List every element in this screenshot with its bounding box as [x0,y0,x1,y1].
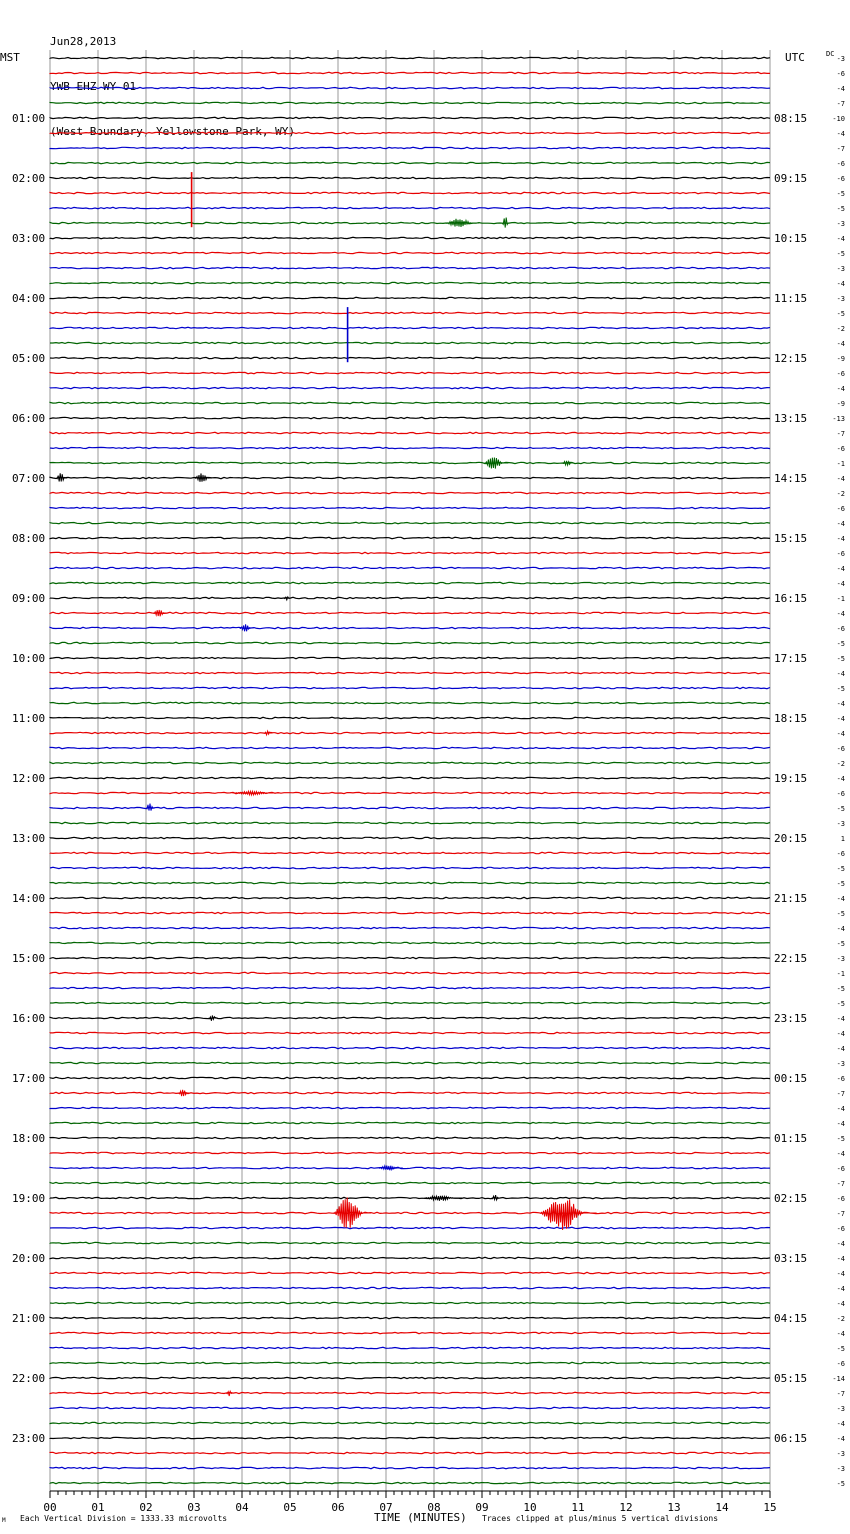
trace-line [50,717,770,718]
dc-offset-label: -7 [836,1180,845,1188]
x-tick-label: 06 [331,1501,345,1514]
trace-line [50,177,770,178]
trace-line [50,582,770,583]
dc-offset-label: -3 [836,295,845,303]
x-tick-label: 11 [571,1501,585,1514]
trace-line [50,1137,770,1138]
left-hour-label: 06:00 [12,412,46,425]
left-hour-label: 04:00 [12,292,46,305]
dc-offset-label: -5 [836,985,845,993]
station-label: YWB EHZ WY 01 [50,80,137,93]
dc-offset-label: -6 [836,445,845,453]
trace-line [50,702,770,703]
trace-line [50,1167,770,1168]
dc-offset-label: -6 [836,370,845,378]
right-hour-label: 11:15 [774,292,808,305]
x-tick-label: 14 [715,1501,729,1514]
dc-offset-label: -6 [836,790,845,798]
dc-offset-label: -3 [836,265,845,273]
right-hour-label: 05:15 [774,1372,808,1385]
dc-offset-label: -4 [836,475,845,483]
left-hour-label: 13:00 [12,832,46,845]
dc-offset-label: -7 [836,1090,845,1098]
trace-line [50,1362,770,1363]
event-waveform [146,804,155,811]
right-hour-label: 20:15 [774,832,808,845]
dc-offset-label: -2 [836,760,845,768]
left-hour-label: 23:00 [12,1432,46,1445]
trace-line [50,447,770,448]
dc-offset-label: -5 [836,1135,845,1143]
right-hour-label: 19:15 [774,772,808,785]
left-hour-label: 08:00 [12,532,46,545]
trace-line [50,1347,770,1348]
dc-offset-label: -4 [836,1015,845,1023]
event-waveform [195,473,212,481]
left-hour-label: 22:00 [12,1372,46,1385]
trace-line [50,342,770,343]
trace-line [50,477,770,478]
right-hour-label: 15:15 [774,532,808,545]
trace-line [50,552,770,553]
event-waveform [153,610,167,616]
axis-labels [0,50,845,1488]
trace-line [50,267,770,268]
right-hour-label: 04:15 [774,1312,808,1325]
trace-line [50,1002,770,1003]
right-hour-label: 06:15 [774,1432,808,1445]
footer-corner-mark: M [2,1517,6,1524]
x-tick-label: 04 [235,1501,249,1514]
trace-line [50,1062,770,1063]
dc-offset-label: -6 [836,1360,845,1368]
dc-offset-label: -4 [836,1030,845,1038]
left-hour-label: 15:00 [12,952,46,965]
left-hour-label: 11:00 [12,712,46,725]
trace-line [50,957,770,958]
right-hour-label: 23:15 [774,1012,808,1025]
dc-offset-label: -4 [836,895,845,903]
dc-offset-label: -4 [836,565,845,573]
trace-line [50,282,770,283]
left-hour-label: 05:00 [12,352,46,365]
dc-offset-label: -14 [832,1375,845,1383]
dc-offset-label: -4 [836,700,845,708]
trace-line [50,117,770,118]
dc-offset-label: -2 [836,325,845,333]
trace-line [50,1392,770,1393]
dc-offset-label: -7 [836,430,845,438]
trace-line [50,1227,770,1228]
dc-offset-label: -6 [836,1195,845,1203]
dc-offset-label: -4 [836,1120,845,1128]
right-hour-label: 18:15 [774,712,808,725]
trace-line [50,1377,770,1378]
dc-offset-label: -5 [836,655,845,663]
trace-line [50,192,770,193]
dc-offset-label: -10 [832,115,845,123]
trace-line [50,567,770,568]
trace-line [50,57,770,58]
trace-line [50,1452,770,1453]
left-hour-label: 18:00 [12,1132,46,1145]
trace-line [50,1182,770,1183]
dc-offset-label: -4 [836,670,845,678]
dc-offset-label: -6 [836,505,845,513]
trace-line [50,537,770,538]
trace-line [50,462,770,463]
dc-offset-label: -7 [836,145,845,153]
dc-offset-label: -7 [836,1210,845,1218]
x-tick-label: 01 [91,1501,105,1514]
right-hour-label: 12:15 [774,352,808,365]
dc-offset-label: -5 [836,1345,845,1353]
trace-line [50,372,770,373]
dc-offset-label: -3 [836,820,845,828]
left-hour-label: 01:00 [12,112,46,125]
trace-line [50,1302,770,1303]
dc-offset-label: -5 [836,310,845,318]
event-waveform [424,1196,462,1201]
dc-offset-label: -4 [836,775,845,783]
right-hour-label: 16:15 [774,592,808,605]
dc-offset-label: -1 [836,595,845,603]
dc-offset-label: -3 [836,955,845,963]
dc-offset-label: -4 [836,730,845,738]
trace-line [50,1212,770,1213]
trace-line [50,1467,770,1468]
event-waveform [264,731,273,735]
trace-line [50,492,770,493]
dc-offset-label: -13 [832,415,845,423]
trace-line [50,672,770,673]
date-label: Jun28,2013 [50,35,117,48]
right-hour-label: 08:15 [774,112,808,125]
trace-line [50,327,770,328]
trace-line [50,507,770,508]
x-tick-label: 10 [523,1501,537,1514]
left-timezone-label: MST [0,51,20,64]
x-tick-label: 15 [763,1501,777,1514]
trace-line [50,897,770,898]
trace-line [50,792,770,793]
trace-line [50,1242,770,1243]
dc-offset-label: -9 [836,400,845,408]
trace-line [50,402,770,403]
dc-offset-label: -6 [836,70,845,78]
dc-offset-label: -5 [836,640,845,648]
dc-offset-label: -4 [836,520,845,528]
trace-line [50,732,770,733]
trace-line [50,522,770,523]
trace-line [50,1092,770,1093]
dc-offset-label: -5 [836,1480,845,1488]
dc-offset-label: -4 [836,1255,845,1263]
dc-offset-label: -2 [836,1315,845,1323]
dc-offset-label: -3 [836,220,845,228]
trace-line [50,1437,770,1438]
dc-offset-label: -4 [836,1150,845,1158]
trace-line [50,1407,770,1408]
dc-offset-label: -4 [836,1045,845,1053]
dc-offset-label: -5 [836,880,845,888]
right-hour-label: 14:15 [774,472,808,485]
left-hour-label: 21:00 [12,1312,46,1325]
left-hour-label: 03:00 [12,232,46,245]
dc-offset-label: -3 [836,1450,845,1458]
dc-offset-label: -4 [836,280,845,288]
clip-note: Traces clipped at plus/minus 5 vertical divisions [482,1514,719,1523]
right-hour-label: 03:15 [774,1252,808,1265]
dc-offset-label: -6 [836,550,845,558]
trace-line [50,237,770,238]
x-tick-label: 09 [475,1501,489,1514]
left-hour-label: 09:00 [12,592,46,605]
left-hour-label: 16:00 [12,1012,46,1025]
dc-offset-label: -3 [836,1060,845,1068]
x-tick-label: 12 [619,1501,633,1514]
left-hour-label: 14:00 [12,892,46,905]
trace-line [50,642,770,643]
trace-line [50,72,770,73]
right-hour-label: 09:15 [774,172,808,185]
dc-offset-label: -6 [836,625,845,633]
dc-offset-label: -4 [836,1330,845,1338]
trace-line [50,207,770,208]
right-hour-label: 00:15 [774,1072,808,1085]
dc-offset-label: -4 [836,235,845,243]
dc-offset-label: -6 [836,175,845,183]
trace-line [50,822,770,823]
dc-offset-label: -4 [836,535,845,543]
right-hour-label: 13:15 [774,412,808,425]
dc-offset-label: -6 [836,850,845,858]
dc-offset-label: -4 [836,1435,845,1443]
x-tick-label: 05 [283,1501,297,1514]
trace-line [50,1257,770,1258]
dc-offset-label: -2 [836,490,845,498]
dc-offset-label: -6 [836,1165,845,1173]
trace-line [50,1287,770,1288]
dc-offset-label: -5 [836,205,845,213]
dc-offset-label: -4 [836,340,845,348]
trace-line [50,762,770,763]
dc-offset-label: -1 [836,460,845,468]
left-hour-label: 19:00 [12,1192,46,1205]
dc-offset-label: -4 [836,610,845,618]
x-axis-title: TIME (MINUTES) [374,1511,467,1524]
x-tick-label: 08 [427,1501,441,1514]
trace-line [50,357,770,358]
dc-offset-label: -4 [836,1270,845,1278]
right-hour-label: 21:15 [774,892,808,905]
trace-line [50,912,770,913]
trace-line [50,927,770,928]
right-hour-label: 17:15 [774,652,808,665]
event-waveform [379,1166,403,1171]
dc-offset-label: -7 [836,100,845,108]
trace-line [50,852,770,853]
dc-offset-label: -5 [836,685,845,693]
left-hour-label: 02:00 [12,172,46,185]
dc-label: DC [826,50,835,58]
dc-offset-label: -4 [836,1105,845,1113]
dc-offset-label: -4 [836,385,845,393]
dc-offset-label: -6 [836,160,845,168]
dc-offset-label: -5 [836,910,845,918]
dc-offset-label: -6 [836,1075,845,1083]
dc-offset-label: -4 [836,1300,845,1308]
left-hour-label: 20:00 [12,1252,46,1265]
trace-line [50,1152,770,1153]
right-hour-label: 22:15 [774,952,808,965]
dc-offset-label: -5 [836,940,845,948]
trace-line [50,1422,770,1423]
dc-offset-label: -7 [836,1390,845,1398]
trace-line [50,747,770,748]
right-hour-label: 01:15 [774,1132,808,1145]
trace-line [50,1122,770,1123]
trace-line [50,1332,770,1333]
left-hour-label: 12:00 [12,772,46,785]
x-tick-label: 00 [43,1501,57,1514]
trace-line [50,987,770,988]
dc-offset-label: 1 [840,835,845,843]
division-note: Each Vertical Division = 1333.33 microvolts [20,1514,228,1523]
trace-line [50,1197,770,1198]
x-tick-label: 07 [379,1501,393,1514]
left-hour-label: 07:00 [12,472,46,485]
right-timezone-label: UTC [785,51,805,64]
trace-line [50,1077,770,1078]
trace-line [50,1317,770,1318]
event-waveform [563,461,574,465]
trace-line [50,882,770,883]
trace-line [50,147,770,148]
trace-line [50,837,770,838]
trace-line [50,657,770,658]
trace-line [50,222,770,223]
dc-offset-label: -5 [836,190,845,198]
trace-line [50,972,770,973]
trace-line [50,777,770,778]
event-waveform [484,458,508,469]
trace-line [50,687,770,688]
dc-offset-label: -4 [836,580,845,588]
dc-offset-label: -6 [836,1225,845,1233]
trace-line [50,132,770,133]
x-tick-label: 02 [139,1501,153,1514]
trace-line [50,807,770,808]
event-waveform [179,1090,190,1096]
seismic-traces [50,57,770,1483]
x-tick-label: 03 [187,1501,201,1514]
trace-line [50,162,770,163]
dc-offset-label: -4 [836,925,845,933]
trace-line [50,627,770,628]
dc-offset-label: -9 [836,355,845,363]
trace-line [50,432,770,433]
trace-line [50,252,770,253]
dc-offset-label: -4 [836,85,845,93]
trace-line [50,867,770,868]
dc-offset-label: -4 [836,130,845,138]
trace-line [50,597,770,598]
event-waveform [502,218,509,228]
trace-line [50,1272,770,1273]
dc-offset-label: -4 [836,1285,845,1293]
dc-offset-label: -6 [836,745,845,753]
trace-line [50,87,770,88]
dc-offset-label: -1 [836,970,845,978]
right-hour-label: 02:15 [774,1192,808,1205]
trace-line [50,387,770,388]
dc-offset-label: -3 [836,1405,845,1413]
location-label: (West Boundary, Yellowstone Park, WY) [50,125,296,138]
x-tick-label: 13 [667,1501,681,1514]
time-grid [50,50,770,1491]
trace-line [50,942,770,943]
dc-offset-label: -5 [836,250,845,258]
dc-offset-label: -5 [836,805,845,813]
event-waveform [208,1016,217,1021]
dc-offset-label: -3 [836,1465,845,1473]
trace-line [50,1032,770,1033]
trace-line [50,1107,770,1108]
left-hour-label: 17:00 [12,1072,46,1085]
dc-offset-label: -5 [836,1000,845,1008]
left-hour-label: 10:00 [12,652,46,665]
dc-offset-label: -5 [836,865,845,873]
trace-line [50,297,770,298]
trace-line [50,1047,770,1048]
dc-offset-label: -4 [836,1420,845,1428]
trace-line [50,1017,770,1018]
dc-offset-label: -4 [836,1240,845,1248]
trace-line [50,417,770,418]
trace-line [50,1482,770,1483]
dc-offset-label: -3 [836,55,845,63]
dc-offset-label: -4 [836,715,845,723]
event-waveform [226,1391,233,1396]
event-waveform [540,1199,597,1230]
trace-line [50,312,770,313]
trace-line [50,102,770,103]
right-hour-label: 10:15 [774,232,808,245]
